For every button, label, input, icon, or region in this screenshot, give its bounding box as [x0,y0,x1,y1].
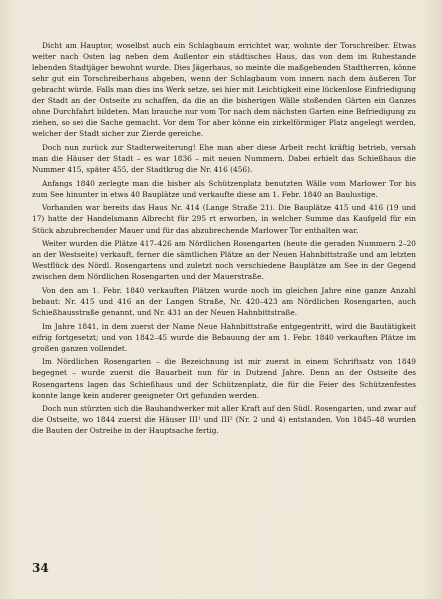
page-number: 34 [32,561,49,575]
paragraph: Im Jahre 1841, in dem zuerst der Name Neue Hahnbittstraße entgegentritt, wird die Bautätigkeit eifrig fortgesetzt; und von 1842–45 wurde die Bebauung der am 1. Febr. 1840 verkauften Plätze im großen ganzen vollendet. [32,321,416,353]
paragraph: Doch nun stürzten sich die Bauhandwerker mit aller Kraft auf den Südl. Rosengarten, und zwar auf die Ostseite, wo 1844 zuerst die Häuser III¹ und III² (Nr. 2 und 4) entstanden. Von 1845–48 wurden die Bauten der Ostreihe in der Hauptsache fertig. [32,404,416,436]
paragraph: Anfangs 1840 zerlegte man die bisher als Schützenplatz benutzten Wälle vom Marlower Tor bis zum See hinunter in etwa 40 Bauplätze und verkaufte diese am 1. Febr. 1840 an Baulustige. [32,178,416,199]
paragraph: Weiter wurden die Plätze 417–426 am Nördlichen Rosengarten (heute die geraden Nummern 2–20 an der Westseite) verkauft, ferner die sämtlichen Plätze an der Neuen Hahnbittstraße und am letzten Westflück des Nördl. Rosengartens und zuletzt noch verschiedene Bauplätze am See in der Gegend zwischen dem Nördlichen Rosengarten und der Mauerstraße. [32,239,416,282]
body-text [32,40,416,436]
paragraph: Dicht am Hauptor, woselbst auch ein Schlagbaum errichtet war, wohnte der Torschreiber. Etwas weiter nach Osten lag neben dem Außentor ein städtisches Haus, das von dem im Ruhestande lebenden Stadtjäger bewohnt wurde. Dies Jägerhaus, so meinte die maßgebenden Stadtherren, könne sehr gut ein Torschreiberhaus abgeben, wenn der Schlagbaum vom innern nach dem äußeren Tor gebracht würde. Falls man dies ins Werk setze, sei hier mit Leichtigkeit eine lückenlose Einfriedigung der Stadt an der Ostseite zu schaffen, da die an die bisherigen Wälle stoßenden Gärten ein Ganzes ohne Durchfahrt bildeten. Man brauche nur vom Tor nach dem nächsten Garten eine Befriedigung zu ziehen, so sei die Sache gemacht. Vor dem Tor aber könne ein zirkelförmiger Platz angelegt werden, welcher der Stadt sicher zur Zierde gereiche. [32,41,416,139]
paragraph: Von den am 1. Febr. 1840 verkauften Plätzen wurde noch im gleichen Jahre eine ganze Anzahl bebaut: Nr. 415 und 416 an der Langen Straße, Nr. 420–423 am Nördlichen Rosengarten, auch Schießhausstraße genannt, und Nr. 431 an der Neuen Hahnbittstraße. [32,285,416,318]
paragraph: Vorhanden war bereits das Haus Nr. 414 (Lange Straße 21). Die Bauplätze 415 und 416 (19 und 17) hatte der Handelsmann Albrecht für 295 rt erworben, in welcher Summe das Kaufgeld für ein Stück abzubrechender Mauer und für das abzubrechende Marlower Tor enthalten war. [32,203,416,235]
paragraph: Doch nun zurück zur Stadterweiterung! Ehe man aber diese Arbeit recht kräftig betrieb, versah man die Häuser der Stadt – es war 1836 – mit neuen Nummern. Dabei erhielt das Schießhaus die Nummer 415, später 455, der Stadtkrug die Nr. 416 (456). [32,143,416,175]
paragraph: Im Nördlichen Rosengarten – die Bezeichnung ist mir zuerst in einem Schriftsatz von 1849 begegnet – wurde zuerst die Bauarbeit nun für in Dutzend Jahre. Denn an der Ostseite des Rosengartens lagen das Schießhaus und der Schützenplatz, die für die Feier des Schützenfestes konnte lange kein anderer geeigneter Ort gefunden werden. [32,357,416,400]
